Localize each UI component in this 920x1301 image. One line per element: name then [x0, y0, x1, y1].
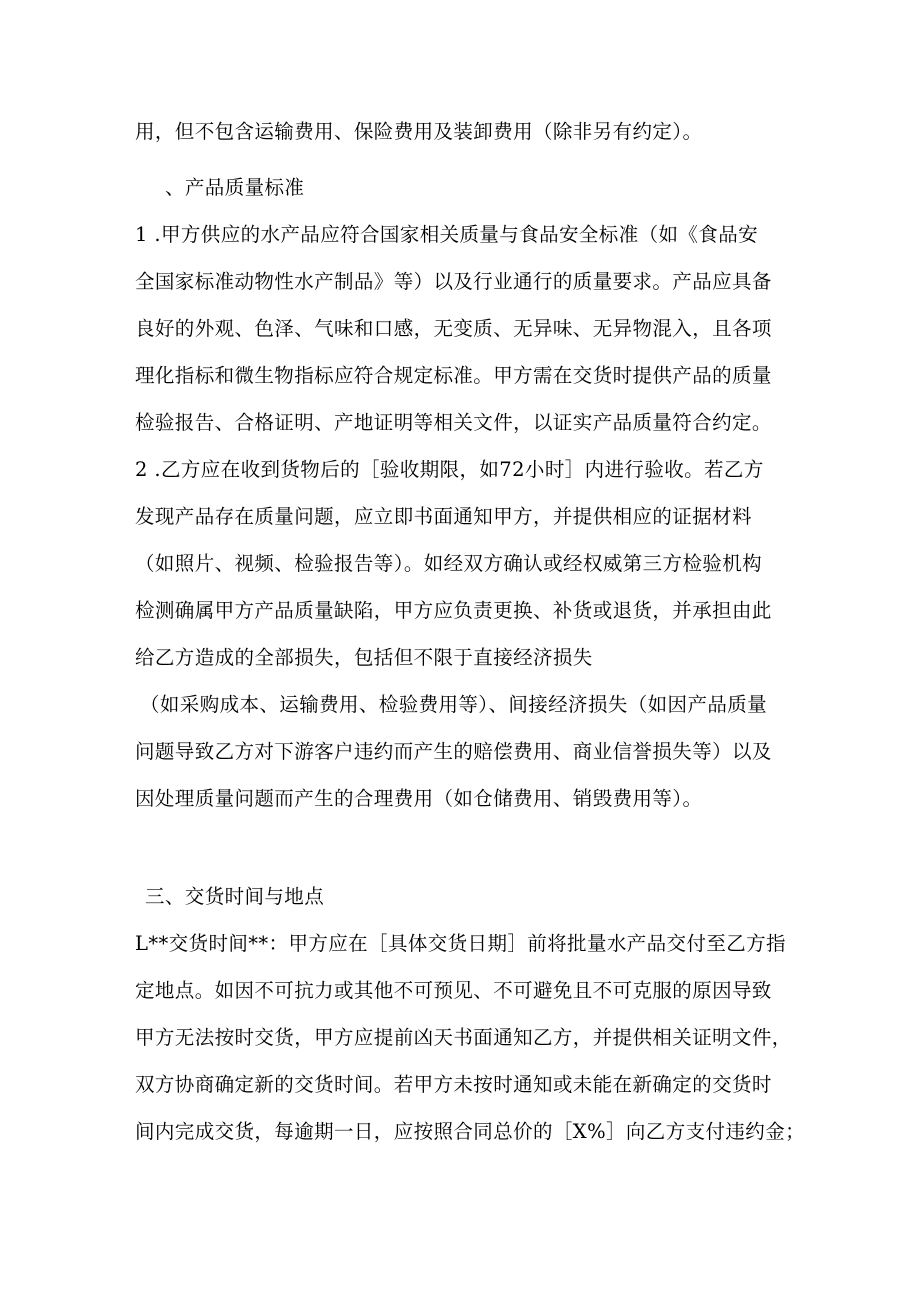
paragraph-line: 全国家标准动物性水产制品》等）以及行业通行的质量要求。产品应具备 [135, 270, 772, 293]
paragraph-line: 发现产品存在质量问题，应立即书面通知甲方，并提供相应的证据材料 [135, 505, 752, 528]
paragraph-line: 间内完成交货，每逾期一日，应按照合同总价的［X%］向乙方支付违约金； [135, 1120, 806, 1143]
paragraph-line: L**交货时间**：甲方应在［具体交货日期］前将批量水产品交付至乙方指 [135, 932, 786, 955]
section-heading: 三、交货时间与地点 [145, 885, 325, 908]
paragraph-line: 1 .甲方供应的水产品应符合国家相关质量与食品安全标准（如《食品安 [135, 223, 759, 246]
paragraph-line: （如采购成本、运输费用、检验费用等）、间接经济损失（如因产品质量 [140, 693, 768, 716]
paragraph-line: 2 .乙方应在收到货物后的［验收期限，如72小时］内进行验收。若乙方 [135, 458, 764, 481]
paragraph-line: 检测确属甲方产品质量缺陷，甲方应负责更换、补货或退货，并承担由此 [135, 599, 772, 622]
paragraph-line: 甲方无法按时交货，甲方应提前凶天书面通知乙方，并提供相关证明文件， [135, 1026, 792, 1049]
paragraph-line: 定地点。如因不可抗力或其他不可预见、不可避免且不可克服的原因导致 [135, 979, 772, 1002]
paragraph-line: 检验报告、合格证明、产地证明等相关文件，以证实产品质量符合约定。 [135, 411, 772, 434]
paragraph-line: 理化指标和微生物指标应符合规定标准。甲方需在交货时提供产品的质量 [135, 364, 772, 387]
paragraph-line: 给乙方造成的全部损失，包括但不限于直接经济损失 [135, 646, 593, 669]
paragraph-line: 良好的外观、色泽、气味和口感，无变质、无异味、无异物混入，且各项 [135, 317, 772, 340]
paragraph-line: 因处理质量问题而产生的合理费用（如仓储费用、销毁费用等）。 [135, 787, 703, 810]
paragraph-line: （如照片、视频、检验报告等）。如经双方确认或经权威第三方检验机构 [135, 552, 763, 575]
section-heading: 、产品质量标准 [165, 176, 305, 199]
paragraph-line: 问题导致乙方对下游客户违约而产生的赔偿费用、商业信誉损失等）以及 [135, 740, 772, 763]
paragraph-line: 双方协商确定新的交货时间。若甲方未按时通知或未能在新确定的交货时 [135, 1073, 772, 1096]
paragraph-line: 用，但不包含运输费用、保险费用及装卸费用（除非另有约定）。 [135, 120, 703, 143]
